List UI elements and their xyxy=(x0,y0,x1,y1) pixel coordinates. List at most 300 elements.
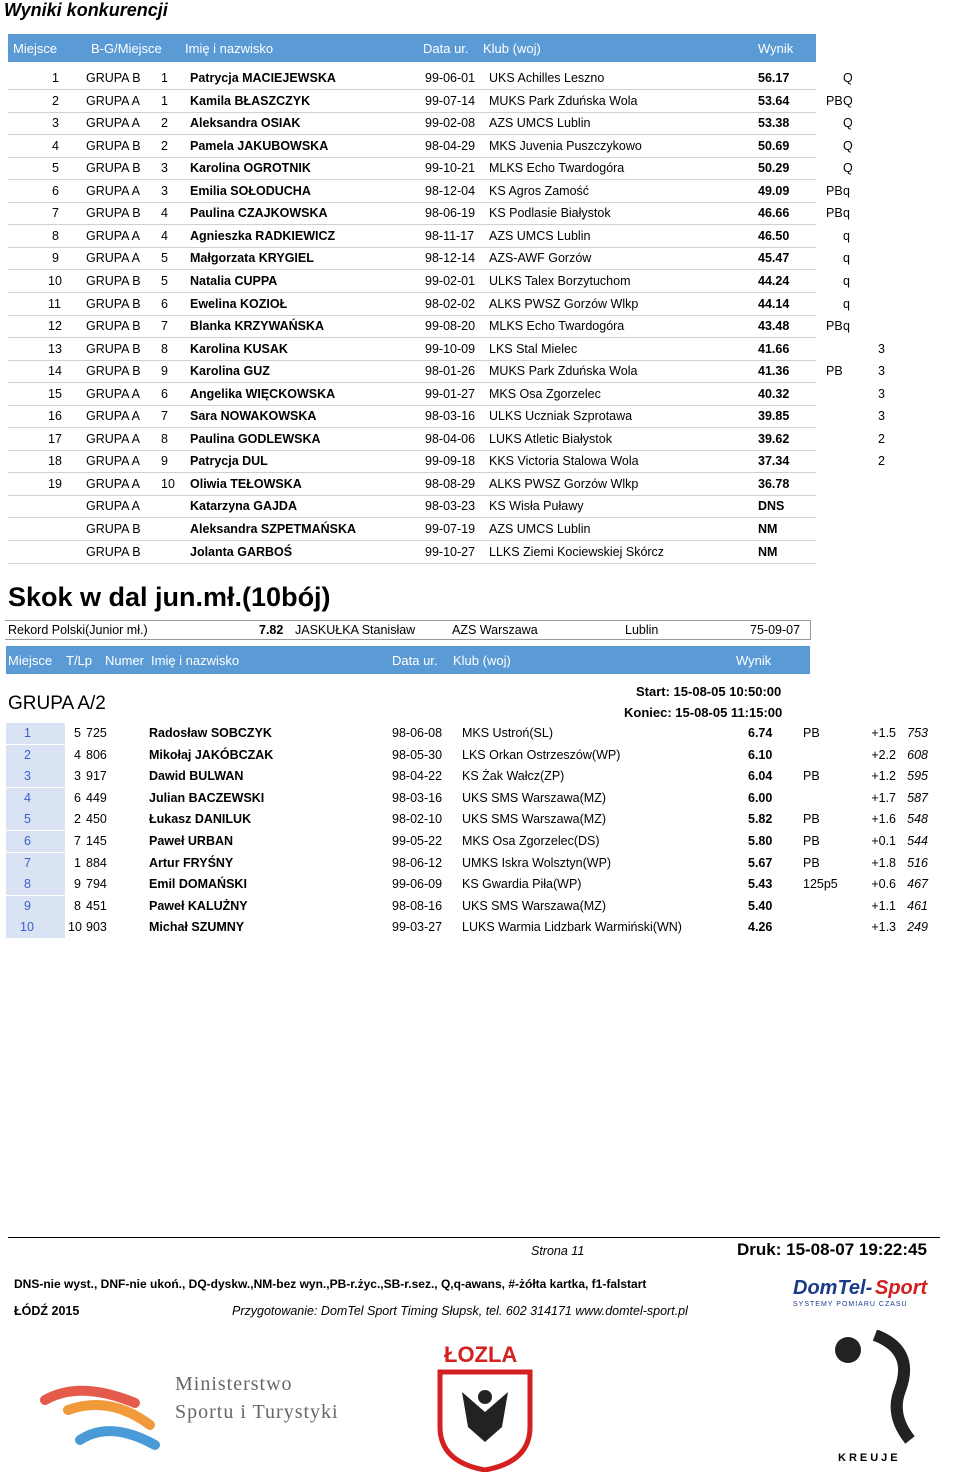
cell-grp: GRUPA A xyxy=(86,431,140,446)
cell-points: 516 xyxy=(907,855,928,870)
cell-place xyxy=(6,831,65,852)
table-row xyxy=(8,428,885,451)
cell-rank: 9 xyxy=(52,251,59,266)
results2-header xyxy=(6,646,810,674)
cell-club: MKS Osa Zgorzelec xyxy=(489,386,601,401)
cell-birth: 98-03-16 xyxy=(392,790,443,805)
cell-q: Q xyxy=(843,71,853,85)
cell-rank: 16 xyxy=(48,409,62,424)
cell-result: 39.62 xyxy=(758,431,790,446)
cell-birth: 99-10-09 xyxy=(425,341,476,356)
cell-result: 46.50 xyxy=(758,228,790,243)
cell-points: 548 xyxy=(907,812,928,827)
cell-gpos: 9 xyxy=(161,454,168,469)
cell-gpos: 5 xyxy=(161,273,168,288)
cell-wind: +1.5 xyxy=(871,726,896,740)
cell-birth: 99-08-20 xyxy=(425,319,476,334)
cell-club: KS Gwardia Piła(WP) xyxy=(462,877,582,892)
col2-birth: Data ur. xyxy=(392,653,438,668)
cell-name: Aleksandra SZPETMAŃSKA xyxy=(190,522,357,536)
cell-grp: GRUPA B xyxy=(86,138,141,153)
cell-result: 50.29 xyxy=(758,161,790,176)
table-row xyxy=(8,495,816,518)
cell-name: Karolina GUZ xyxy=(190,364,270,379)
cell-club: KKS Victoria Stalowa Wola xyxy=(489,454,639,469)
table-row xyxy=(8,202,850,225)
cell-points: 544 xyxy=(907,834,928,848)
cell-result: 56.17 xyxy=(758,71,790,85)
cell-grp: GRUPA B xyxy=(86,273,141,288)
cell-name: Michał SZUMNY xyxy=(149,920,245,935)
cell-rank: 19 xyxy=(48,476,62,491)
cell-q: q xyxy=(843,251,850,266)
cell-q: 3 xyxy=(878,409,885,424)
results-header xyxy=(8,34,816,62)
cell-number: 725 xyxy=(86,726,107,740)
cell-gpos: 8 xyxy=(161,431,168,446)
cell-club: KS Żak Wałcz(ZP) xyxy=(462,769,565,784)
cell-name: Paulina CZAJKOWSKA xyxy=(190,206,328,221)
cell-grp: GRUPA A xyxy=(86,251,140,266)
domtel-text-2: Sport xyxy=(875,1277,928,1299)
cell-grp: GRUPA B xyxy=(86,364,141,379)
cell-wind: +0.6 xyxy=(871,877,896,892)
page-title: Wyniki konkurencji xyxy=(4,0,168,20)
cell-result: 40.32 xyxy=(758,386,790,401)
cell-rank: 13 xyxy=(48,341,62,356)
cell-result: NM xyxy=(758,522,778,536)
place-value: 5 xyxy=(24,812,31,827)
record-club: AZS Warszawa xyxy=(452,623,538,637)
table-row xyxy=(8,338,885,361)
city-year: ŁÓDŹ 2015 xyxy=(14,1304,80,1318)
cell-result: 6.00 xyxy=(748,790,773,805)
cell-grp: GRUPA A xyxy=(86,183,140,198)
cell-number: 806 xyxy=(86,747,107,762)
cell-birth: 99-01-27 xyxy=(425,386,476,401)
cell-result: 41.66 xyxy=(758,341,790,356)
cell-tlp: 1 xyxy=(74,855,81,870)
cell-rank: 15 xyxy=(48,386,62,401)
table-row xyxy=(8,247,850,270)
cell-birth: 98-11-17 xyxy=(425,228,475,243)
cell-birth: 99-03-27 xyxy=(392,920,443,935)
cell-pb: 125p5 xyxy=(803,877,838,892)
cell-tlp: 6 xyxy=(74,790,81,805)
col2-tlp: T/Lp xyxy=(66,653,93,668)
record-holder: JASKUŁKA Stanisław xyxy=(295,623,416,637)
place-value: 8 xyxy=(24,877,31,892)
cell-wind: +1.6 xyxy=(871,812,896,827)
cell-number: 450 xyxy=(86,812,107,827)
cell-wind: +1.7 xyxy=(871,790,896,805)
cell-name: Paulina GODLEWSKA xyxy=(190,431,321,446)
col-result: Wynik xyxy=(758,41,794,56)
cell-result: 6.74 xyxy=(748,726,773,740)
cell-name: Katarzyna GAJDA xyxy=(190,499,297,514)
cell-name: Karolina OGROTNIK xyxy=(190,161,311,176)
cell-birth: 99-02-01 xyxy=(425,273,476,288)
cell-grp: GRUPA B xyxy=(86,71,141,85)
start-time: Start: 15-08-05 10:50:00 xyxy=(636,684,782,699)
cell-gpos: 4 xyxy=(161,206,168,221)
cell-result: 44.24 xyxy=(758,273,790,288)
cell-name: Blanka KRZYWAŃSKA xyxy=(190,319,325,334)
table-row xyxy=(8,112,853,135)
cell-name: Patrycja DUL xyxy=(190,454,268,469)
cell-result: 36.78 xyxy=(758,476,790,491)
legend: DNS-nie wyst., DNF-nie ukoń., DQ-dyskw.,NM-bez wyn.,PB-r.życ.,SB-r.sez., Q,q-awans, #-żółta kartka, f1-falstart xyxy=(14,1277,647,1291)
cell-place xyxy=(6,853,65,874)
cell-q: Q xyxy=(843,93,853,108)
cell-gpos: 5 xyxy=(161,251,168,266)
cell-result: 4.26 xyxy=(748,920,773,935)
cell-place xyxy=(6,745,65,766)
cell-name: Sara NOWAKOWSKA xyxy=(190,409,317,424)
cell-birth: 98-04-06 xyxy=(425,431,476,446)
cell-birth: 99-05-22 xyxy=(392,834,443,848)
cell-grp: GRUPA A xyxy=(86,228,140,243)
cell-q: Q xyxy=(843,161,853,176)
table-row xyxy=(6,809,936,830)
cell-tlp: 9 xyxy=(74,877,81,892)
place-value: 10 xyxy=(20,920,34,935)
cell-grp: GRUPA B xyxy=(86,206,141,221)
cell-club: UKS Achilles Leszno xyxy=(489,71,605,85)
cell-name: Oliwia TEŁOWSKA xyxy=(190,476,302,491)
cell-grp: GRUPA B xyxy=(86,522,141,536)
record-row xyxy=(5,620,811,640)
eagle-crest-icon xyxy=(420,1367,550,1472)
ministry-logo xyxy=(40,1365,360,1455)
cell-club: MUKS Park Zduńska Wola xyxy=(489,364,638,379)
cell-birth: 99-10-27 xyxy=(425,544,476,559)
place-value: 6 xyxy=(24,834,31,848)
table-row xyxy=(6,853,936,874)
cell-club: LUKS Warmia Lidzbark Warmiński(WN) xyxy=(462,920,682,935)
table-row xyxy=(6,766,936,787)
cell-tlp: 7 xyxy=(74,834,81,848)
lozla-text: ŁOZLA xyxy=(444,1342,518,1367)
cell-wind: +2.2 xyxy=(871,747,896,762)
cell-q: q xyxy=(843,319,850,334)
group-label: GRUPA A/2 xyxy=(8,693,106,714)
cell-result: 6.10 xyxy=(748,747,773,762)
place-value: 1 xyxy=(24,726,31,740)
cell-club: MUKS Park Zduńska Wola xyxy=(489,93,638,108)
cell-club: AZS-AWF Gorzów xyxy=(489,251,592,266)
cell-name: Emil DOMAŃSKI xyxy=(149,877,247,892)
page-number: Strona 11 xyxy=(531,1244,585,1258)
cell-birth: 99-09-18 xyxy=(425,454,476,469)
cell-pb: PB xyxy=(826,93,843,108)
cell-result: 45.47 xyxy=(758,251,790,266)
cell-rank: 12 xyxy=(48,319,62,334)
cell-points: 753 xyxy=(907,726,928,740)
cell-pb: PB xyxy=(826,206,843,221)
cell-club: AZS UMCS Lublin xyxy=(489,116,591,131)
col-miejsce: Miejsce xyxy=(13,41,58,56)
cell-rank: 1 xyxy=(52,71,59,85)
cell-club: UMKS Iskra Wolsztyn(WP) xyxy=(462,855,612,870)
table-row xyxy=(8,405,885,428)
cell-grp: GRUPA A xyxy=(86,386,140,401)
cell-gpos: 8 xyxy=(161,341,168,356)
cell-result: 37.34 xyxy=(758,454,790,469)
cell-name: Mikołaj JAKÓBCZAK xyxy=(149,747,274,762)
cell-name: Paweł URBAN xyxy=(149,834,234,848)
table-row xyxy=(8,67,853,90)
cell-grp: GRUPA B xyxy=(86,319,141,334)
col2-result: Wynik xyxy=(736,653,772,668)
cell-q: 2 xyxy=(878,431,885,446)
table-row xyxy=(8,270,850,293)
cell-place xyxy=(6,788,65,809)
cell-birth: 98-06-12 xyxy=(392,855,443,870)
table-row xyxy=(6,745,936,766)
cell-gpos: 6 xyxy=(161,386,168,401)
record-value: 7.82 xyxy=(259,623,284,637)
ministry-line1: Ministerstwo xyxy=(175,1373,293,1395)
cell-number: 449 xyxy=(86,790,107,805)
table-row xyxy=(8,135,853,158)
cell-gpos: 3 xyxy=(161,161,168,176)
cell-grp: GRUPA B xyxy=(86,296,141,311)
cell-birth: 98-01-26 xyxy=(425,364,476,379)
cell-q: Q xyxy=(843,116,853,131)
cell-name: Pamela JAKUBOWSKA xyxy=(190,138,329,153)
prepared-by: Przygotowanie: DomTel Sport Timing Słupsk, tel. 602 314171 www.domtel-sport.pl xyxy=(232,1304,688,1318)
cell-gpos: 6 xyxy=(161,296,168,311)
cell-gpos: 4 xyxy=(161,228,168,243)
cell-club: AZS UMCS Lublin xyxy=(489,522,591,536)
cell-result: 50.69 xyxy=(758,138,790,153)
cell-birth: 98-08-16 xyxy=(392,898,443,913)
cell-club: MLKS Echo Twardogóra xyxy=(489,319,625,334)
kreuje-logo xyxy=(820,1330,920,1470)
table-row xyxy=(6,874,936,895)
cell-grp: GRUPA B xyxy=(86,341,141,356)
cell-gpos: 3 xyxy=(161,183,168,198)
cell-gpos: 7 xyxy=(161,409,168,424)
cell-q: 2 xyxy=(878,454,885,469)
cell-rank: 18 xyxy=(48,454,62,469)
cell-pb: PB xyxy=(803,726,820,740)
cell-club: ULKS Talex Borzytuchom xyxy=(489,273,631,288)
cell-grp: GRUPA A xyxy=(86,499,140,514)
table-row xyxy=(6,788,936,809)
cell-birth: 98-06-19 xyxy=(425,206,476,221)
place-value: 2 xyxy=(24,747,31,762)
cell-gpos: 7 xyxy=(161,319,168,334)
table-row xyxy=(8,90,853,113)
cell-wind: +1.1 xyxy=(871,898,896,913)
cell-rank: 2 xyxy=(52,93,59,108)
footer-divider xyxy=(8,1237,940,1238)
cell-rank: 14 xyxy=(48,364,62,379)
table-row xyxy=(8,450,885,473)
event-title: Skok w dal jun.mł.(10bój) xyxy=(8,582,331,612)
cell-number: 884 xyxy=(86,855,107,870)
cell-rank: 7 xyxy=(52,206,59,221)
cell-result: 53.38 xyxy=(758,116,790,131)
cell-place xyxy=(6,896,65,917)
cell-birth: 98-12-14 xyxy=(425,251,476,266)
table-row xyxy=(8,541,816,564)
col2-name: Imię i nazwisko xyxy=(151,653,240,668)
cell-result: 39.85 xyxy=(758,409,790,424)
cell-q: 3 xyxy=(878,341,885,356)
record-date: 75-09-07 xyxy=(750,623,801,637)
table-row xyxy=(8,315,850,338)
cell-rank: 10 xyxy=(48,273,62,288)
cell-place xyxy=(6,723,65,744)
cell-q: q xyxy=(843,273,850,288)
cell-tlp: 4 xyxy=(74,747,81,762)
record-label: Rekord Polski(Junior mł.) xyxy=(8,623,148,637)
cell-club: LKS Stal Mielec xyxy=(489,341,578,356)
table-row xyxy=(6,917,936,938)
col-club: Klub (woj) xyxy=(483,41,541,56)
cell-result: 5.82 xyxy=(748,812,773,827)
lozla-logo xyxy=(420,1340,550,1470)
col2-number: Numer xyxy=(105,653,145,668)
cell-number: 917 xyxy=(86,769,107,784)
place-value: 9 xyxy=(24,898,31,913)
cell-number: 145 xyxy=(86,834,107,848)
cell-rank: 8 xyxy=(52,228,59,243)
cell-birth: 98-02-10 xyxy=(392,812,443,827)
cell-result: 5.80 xyxy=(748,834,773,848)
cell-club: UKS SMS Warszawa(MZ) xyxy=(462,812,606,827)
cell-name: Ewelina KOZIOŁ xyxy=(190,296,288,311)
cell-name: Kamila BŁASZCZYK xyxy=(190,93,311,108)
cell-tlp: 10 xyxy=(68,920,82,935)
cell-rank: 17 xyxy=(48,431,62,446)
cell-points: 595 xyxy=(907,769,928,784)
cell-rank: 11 xyxy=(48,296,61,311)
cell-club: MLKS Echo Twardogóra xyxy=(489,161,625,176)
cell-gpos: 2 xyxy=(161,138,168,153)
cell-pb: PB xyxy=(826,183,843,198)
cell-rank: 3 xyxy=(52,116,59,131)
cell-grp: GRUPA A xyxy=(86,454,140,469)
cell-pb: PB xyxy=(826,364,843,379)
cell-name: Angelika WIĘCKOWSKA xyxy=(190,386,336,401)
cell-place xyxy=(6,809,65,830)
cell-birth: 98-02-02 xyxy=(425,296,476,311)
cell-q: q xyxy=(843,183,850,198)
cell-wind: +1.2 xyxy=(871,769,896,784)
cell-birth: 99-06-09 xyxy=(392,877,443,892)
cell-name: Łukasz DANILUK xyxy=(149,812,252,827)
cell-name: Natalia CUPPA xyxy=(190,273,278,288)
cell-birth: 99-10-21 xyxy=(425,161,476,176)
cell-result: 53.64 xyxy=(758,93,790,108)
ministry-emblem-icon xyxy=(40,1365,170,1455)
cell-club: LUKS Atletic Białystok xyxy=(489,431,612,446)
table-row xyxy=(6,896,936,917)
cell-result: 5.43 xyxy=(748,877,773,892)
cell-result: NM xyxy=(758,544,778,559)
cell-result: 44.14 xyxy=(758,296,790,311)
cell-result: DNS xyxy=(758,499,785,514)
cell-club: ALKS PWSZ Gorzów Wlkp xyxy=(489,296,639,311)
domtel-text-1: DomTel- xyxy=(793,1277,873,1299)
cell-points: 461 xyxy=(907,898,928,913)
table-row xyxy=(8,293,850,316)
kreuje-text: KREUJE xyxy=(838,1452,901,1464)
cell-number: 903 xyxy=(86,920,107,935)
cell-result: 5.67 xyxy=(748,855,773,870)
cell-gpos: 9 xyxy=(161,364,168,379)
cell-club: MKS Juvenia Puszczykowo xyxy=(489,138,642,153)
domtel-logo xyxy=(785,1273,935,1313)
cell-name: Aleksandra OSIAK xyxy=(190,116,301,131)
cell-result: 6.04 xyxy=(748,769,773,784)
cell-place xyxy=(6,917,65,938)
cell-q: 3 xyxy=(878,386,885,401)
cell-club: KS Podlasie Białystok xyxy=(489,206,611,221)
cell-pb: PB xyxy=(803,812,820,827)
cell-points: 467 xyxy=(907,877,928,892)
place-value: 3 xyxy=(24,769,31,784)
cell-grp: GRUPA A xyxy=(86,93,140,108)
cell-name: Małgorzata KRYGIEL xyxy=(190,251,314,266)
cell-pb: PB xyxy=(803,834,820,848)
cell-points: 587 xyxy=(907,790,928,805)
table-row xyxy=(6,723,936,744)
cell-name: Agnieszka RADKIEWICZ xyxy=(190,228,336,243)
table-row xyxy=(8,518,816,541)
cell-name: Artur FRYŚNY xyxy=(149,855,234,870)
cell-place xyxy=(6,766,65,787)
cell-result: 49.09 xyxy=(758,183,790,198)
cell-gpos: 10 xyxy=(161,476,175,491)
cell-club: LLKS Ziemi Kociewskiej Skórcz xyxy=(489,544,665,559)
table-row xyxy=(6,831,936,852)
table-row xyxy=(8,473,816,496)
place-value: 7 xyxy=(24,855,31,870)
cell-club: KS Agros Zamość xyxy=(489,183,590,198)
cell-q: 3 xyxy=(878,364,885,379)
cell-tlp: 5 xyxy=(74,726,81,740)
cell-birth: 99-06-01 xyxy=(425,71,476,85)
cell-name: Paweł KALUŻNY xyxy=(149,898,248,913)
cell-result: 46.66 xyxy=(758,206,790,221)
cell-q: q xyxy=(843,228,850,243)
cell-points: 608 xyxy=(907,747,928,762)
record-city: Lublin xyxy=(625,623,659,637)
cell-q: q xyxy=(843,296,850,311)
cell-grp: GRUPA A xyxy=(86,476,140,491)
cell-q: q xyxy=(843,206,850,221)
cell-rank: 5 xyxy=(52,161,59,176)
cell-tlp: 2 xyxy=(74,812,81,827)
domtel-subtitle: SYSTEMY POMIARU CZASU xyxy=(793,1301,908,1308)
cell-birth: 99-02-08 xyxy=(425,116,476,131)
cell-pb: PB xyxy=(826,319,843,334)
cell-club: UKS SMS Warszawa(MZ) xyxy=(462,790,606,805)
cell-birth: 98-05-30 xyxy=(392,747,443,762)
cell-birth: 98-03-16 xyxy=(425,409,476,424)
kreuje-shape-icon xyxy=(820,1330,920,1450)
cell-gpos: 1 xyxy=(161,93,168,108)
cell-grp: GRUPA B xyxy=(86,544,141,559)
cell-birth: 98-04-22 xyxy=(392,769,443,784)
table-row xyxy=(8,360,885,383)
cell-tlp: 8 xyxy=(74,898,81,913)
